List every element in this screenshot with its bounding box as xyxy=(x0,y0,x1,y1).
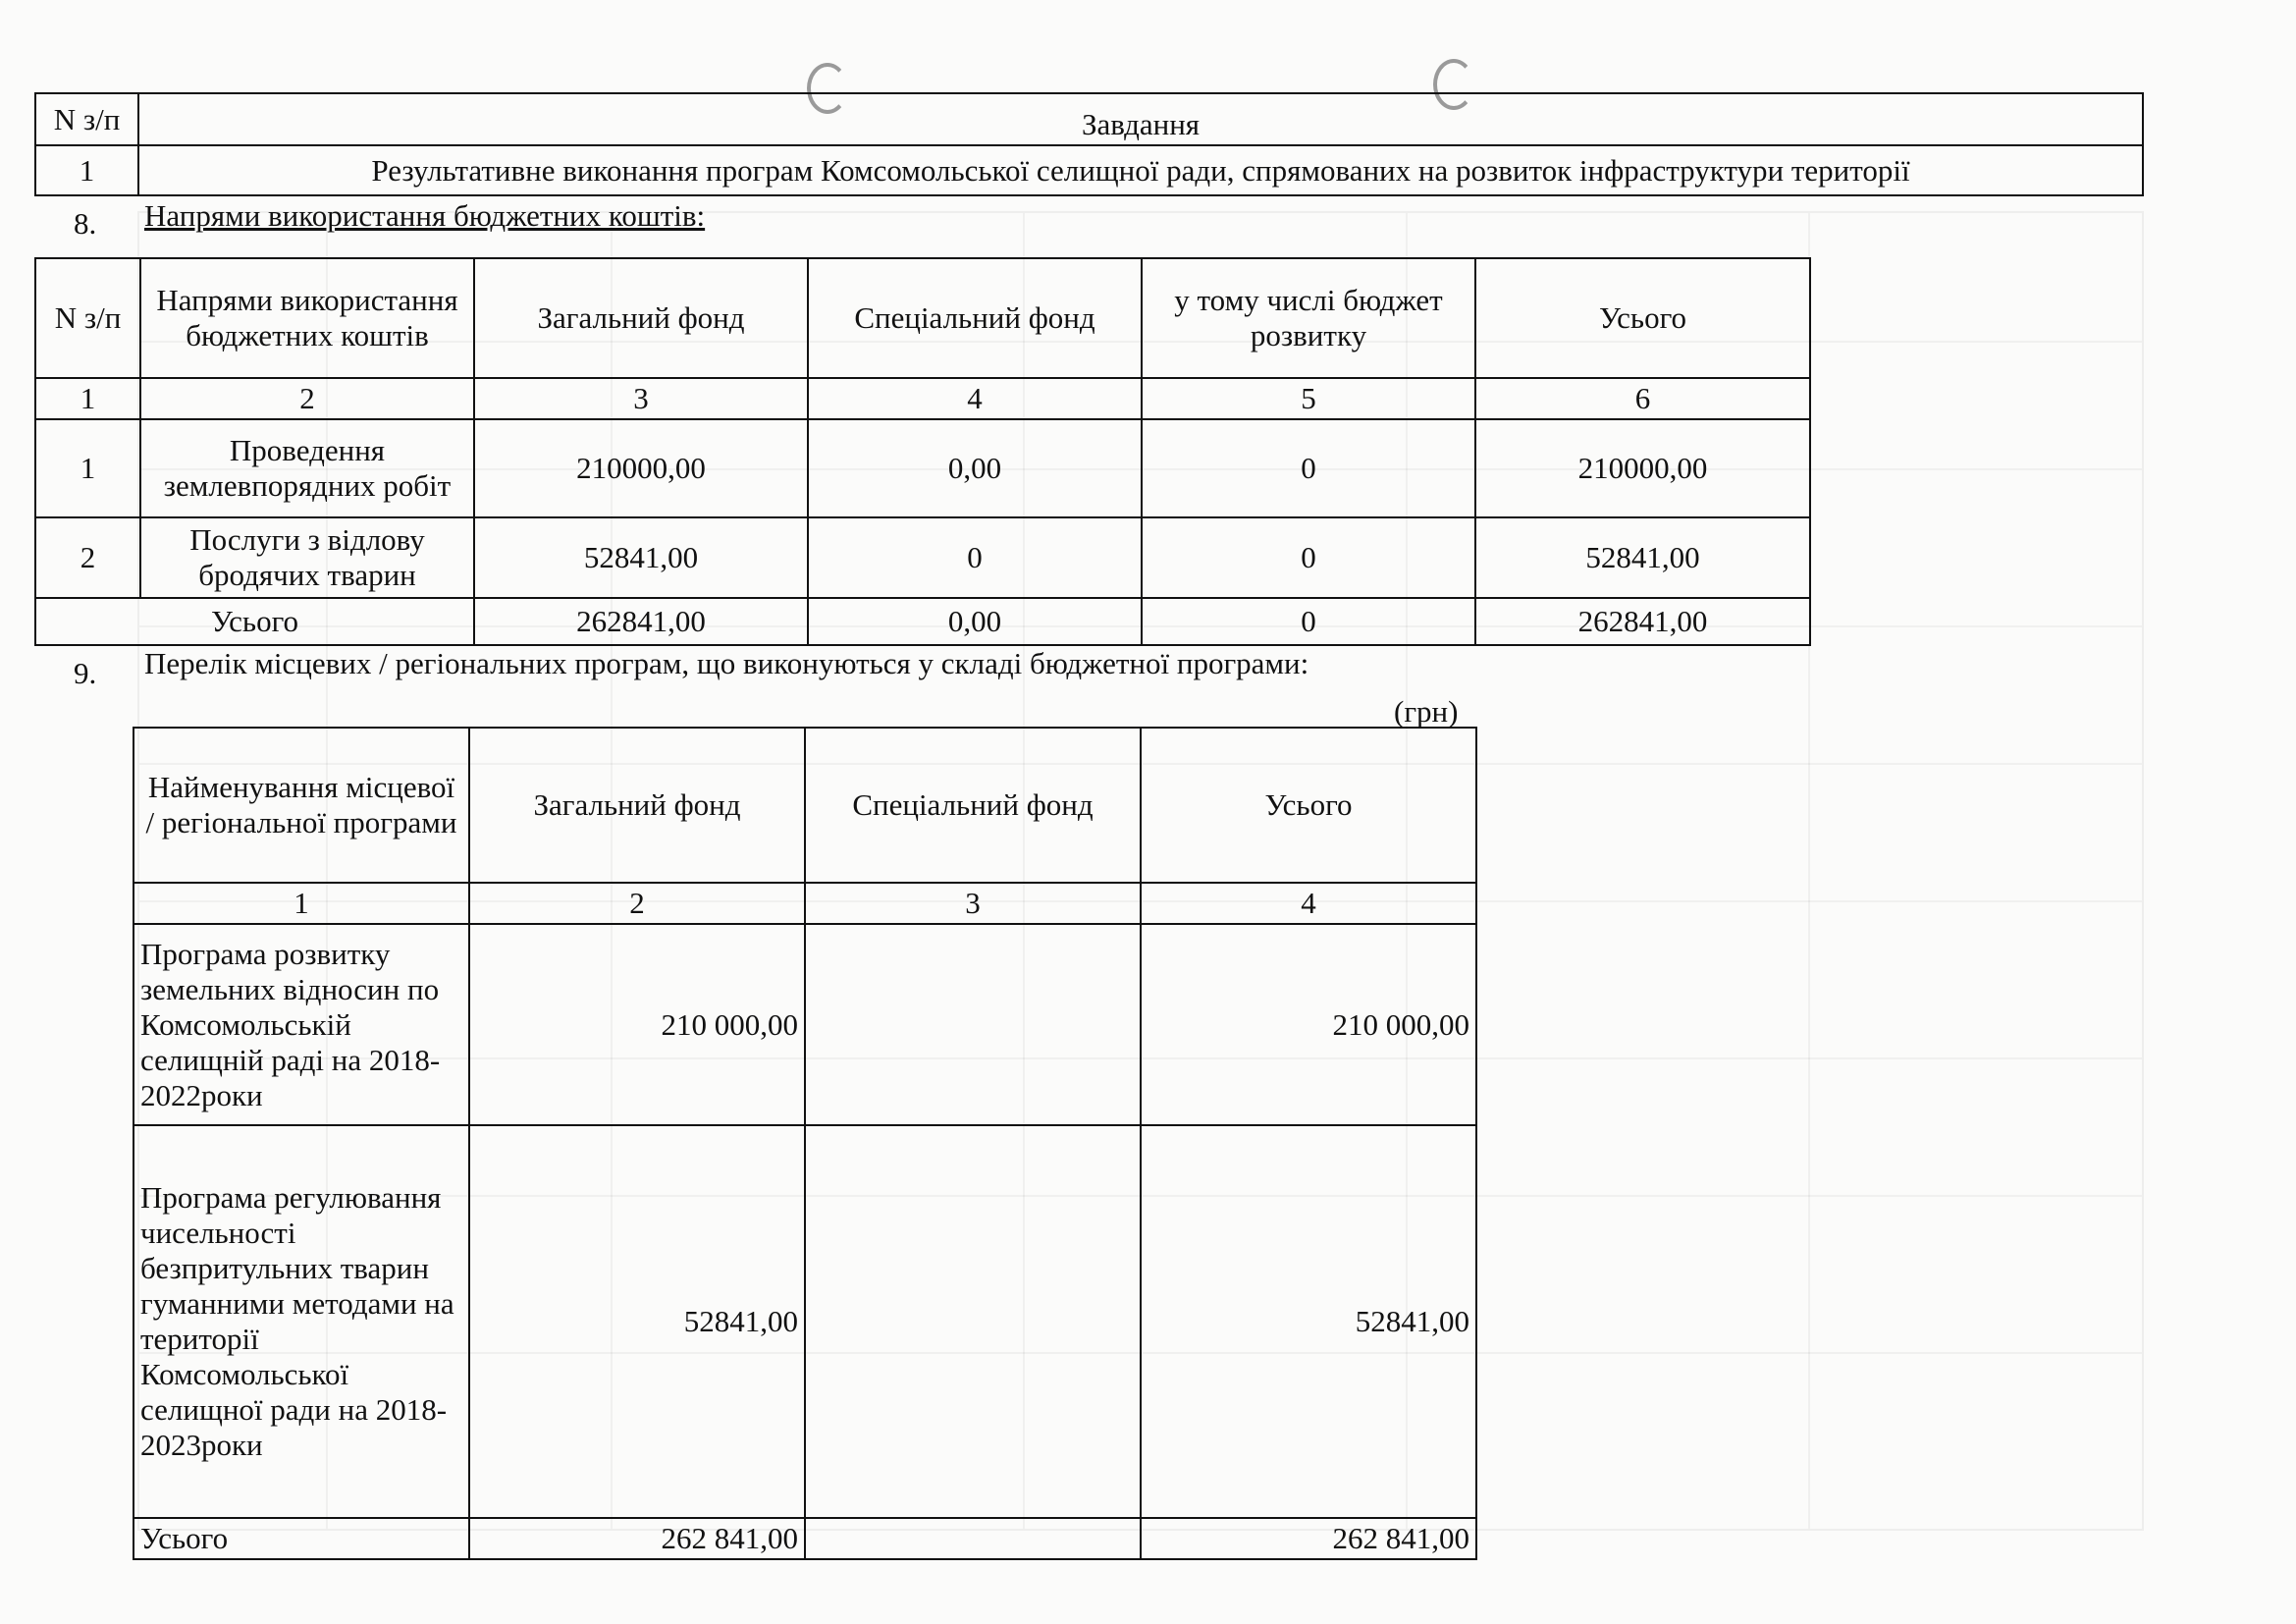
prog-row-total: 52841,00 xyxy=(1141,1125,1476,1518)
prog-colnum: 1 xyxy=(133,883,469,924)
prog-header-special: Спеціальний фонд xyxy=(805,728,1141,883)
prog-total-total: 262 841,00 xyxy=(1141,1518,1476,1559)
directions-colnum-row xyxy=(35,378,1810,419)
prog-row-total: 210 000,00 xyxy=(1141,924,1476,1125)
task-table xyxy=(34,92,2144,196)
dir-colnum: 2 xyxy=(140,378,474,419)
dir-row-special: 0,00 xyxy=(808,419,1142,517)
section-9-unit: (грн) xyxy=(1394,694,1459,729)
dir-total-total: 262841,00 xyxy=(1475,598,1810,645)
dir-row-special: 0 xyxy=(808,517,1142,598)
dir-header-name: Напрями використання бюджетних коштів xyxy=(140,258,474,378)
header-task: Завдання xyxy=(138,93,2143,145)
prog-row-special xyxy=(805,924,1141,1125)
header-num: N з/п xyxy=(35,93,138,145)
prog-total-label: Усього xyxy=(133,1518,469,1559)
prog-row-special xyxy=(805,1125,1141,1518)
programs-total-row xyxy=(133,1518,1476,1559)
dir-header-special: Спеціальний фонд xyxy=(808,258,1142,378)
dir-row-total: 210000,00 xyxy=(1475,419,1810,517)
prog-row-general: 52841,00 xyxy=(469,1125,805,1518)
dir-row-development: 0 xyxy=(1142,517,1475,598)
dir-colnum: 4 xyxy=(808,378,1142,419)
prog-header-general: Загальний фонд xyxy=(469,728,805,883)
dir-total-special: 0,00 xyxy=(808,598,1142,645)
dir-colnum: 5 xyxy=(1142,378,1475,419)
dir-row-num: 1 xyxy=(35,419,140,517)
directions-row xyxy=(35,517,1810,598)
dir-header-total: Усього xyxy=(1475,258,1810,378)
dir-row-total: 52841,00 xyxy=(1475,517,1810,598)
directions-header-row xyxy=(35,258,1810,378)
programs-colnum-row xyxy=(133,883,1476,924)
budget-directions-table xyxy=(34,257,1811,646)
prog-colnum: 3 xyxy=(805,883,1141,924)
prog-row-name: Програма розвитку земельних відносин по Комсомольській селищній раді на 2018-2022роки xyxy=(133,924,469,1125)
dir-header-num: N з/п xyxy=(35,258,140,378)
section-9-number: 9. xyxy=(74,656,97,690)
section-9-title: Перелік місцевих / регіональних програм, що виконуються у складі бюджетної програми: xyxy=(144,646,1309,680)
task-table-header-row xyxy=(35,93,2143,145)
programs-header-row xyxy=(133,728,1476,883)
prog-row-name: Програма регулювання чисельності безпритульних тварин гуманними методами на території Комсомольської селищної ради на 2018-2023роки xyxy=(133,1125,469,1518)
dir-total-general: 262841,00 xyxy=(474,598,808,645)
dir-row-num: 2 xyxy=(35,517,140,598)
local-programs-table xyxy=(133,727,1477,1560)
prog-colnum: 2 xyxy=(469,883,805,924)
dir-row-name: Послуги з відлову бродячих тварин xyxy=(140,517,474,598)
prog-row-general: 210 000,00 xyxy=(469,924,805,1125)
dir-header-general: Загальний фонд xyxy=(474,258,808,378)
dir-row-name: Проведення землевпорядних робіт xyxy=(140,419,474,517)
directions-row xyxy=(35,419,1810,517)
prog-total-general: 262 841,00 xyxy=(469,1518,805,1559)
directions-total-row xyxy=(35,598,1810,645)
section-8-number: 8. xyxy=(74,206,97,241)
programs-row xyxy=(133,924,1476,1125)
dir-row-development: 0 xyxy=(1142,419,1475,517)
dir-colnum: 3 xyxy=(474,378,808,419)
dir-colnum: 1 xyxy=(35,378,140,419)
dir-row-general: 52841,00 xyxy=(474,517,808,598)
dir-colnum: 6 xyxy=(1475,378,1810,419)
programs-row xyxy=(133,1125,1476,1518)
task-text: Результативне виконання програм Комсомольської селищної ради, спрямованих на розвиток інфраструктури території xyxy=(138,145,2143,195)
dir-total-label: Усього xyxy=(35,598,474,645)
prog-header-total: Усього xyxy=(1141,728,1476,883)
prog-colnum: 4 xyxy=(1141,883,1476,924)
task-table-row xyxy=(35,145,2143,195)
task-num: 1 xyxy=(35,145,138,195)
dir-total-development: 0 xyxy=(1142,598,1475,645)
prog-header-name: Найменування місцевої / регіональної програми xyxy=(133,728,469,883)
prog-total-special xyxy=(805,1518,1141,1559)
dir-row-general: 210000,00 xyxy=(474,419,808,517)
dir-header-development: у тому числі бюджет розвитку xyxy=(1142,258,1475,378)
section-8-title: Напрями використання бюджетних коштів: xyxy=(144,198,706,233)
